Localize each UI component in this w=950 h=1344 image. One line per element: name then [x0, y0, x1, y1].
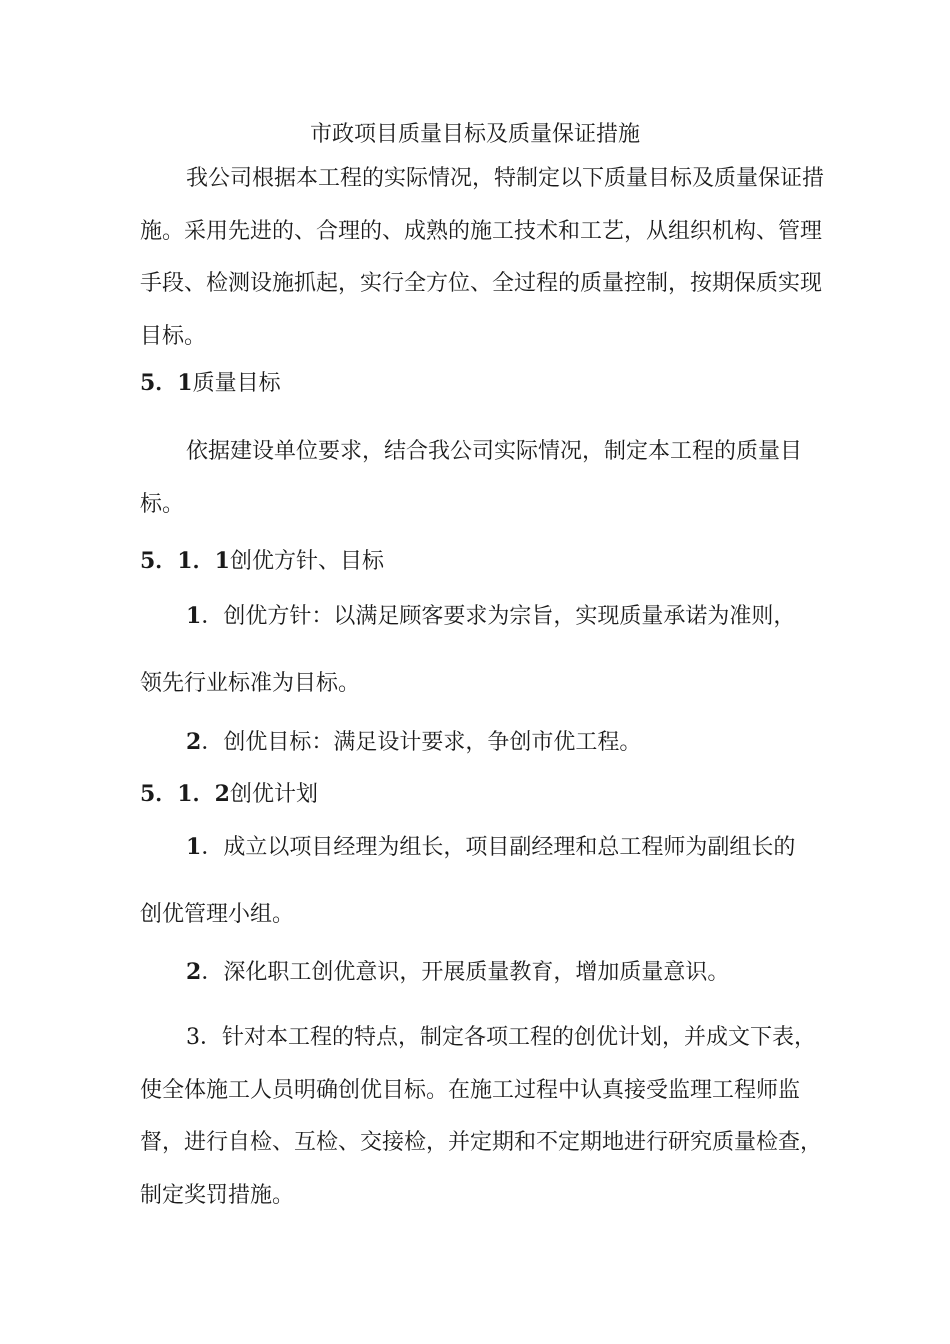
section-5-1-1-heading — [140, 546, 830, 577]
list-item-1-line2: 领先行业标准为目标。 — [140, 671, 361, 696]
list-item-2 — [140, 727, 830, 758]
section-number: 5．1．1 — [140, 548, 230, 574]
section-title: 质量目标 — [192, 371, 281, 396]
list-text: ．创优目标：满足设计要求，争创市优工程。 — [201, 730, 642, 755]
list-number: 2 — [186, 729, 202, 755]
section-5-1-2-heading — [140, 779, 830, 810]
list-number: 1 — [186, 603, 202, 629]
list-text: ．成立以项目经理为组长，项目副经理和总工程师为副组长的 — [201, 835, 796, 860]
section-title: 创优计划 — [229, 782, 318, 807]
list-number: 2 — [186, 959, 202, 985]
section-number: 5．1．2 — [140, 781, 230, 807]
section-5-1-heading — [140, 368, 830, 399]
section-title: 创优方针、目标 — [229, 549, 384, 574]
section-number: 5．1 — [140, 370, 193, 396]
list-number: 1 — [186, 834, 202, 860]
intro-paragraph: 我公司根据本工程的实际情况，特制定以下质量目标及质量保证措施。采用先进的、合理的、成熟的施工技术和工艺，从组织机构、管理手段、检测设施抓起，实行全方位、全过程的质量控制，按期保质实现目标。 — [140, 166, 825, 349]
list-text: ．创优方针：以满足顾客要求为宗旨，实现质量承诺为准则， — [201, 604, 796, 629]
plan-item-3-paragraph: 3．针对本工程的特点，制定各项工程的创优计划，并成文下表，使全体施工人员明确创优目标。在施工过程中认真接受监理工程师监督，进行自检、互检、交接检，并定期和不定期地进行研究质量检查，制定奖罚措施。 — [140, 1025, 823, 1208]
list-item-1-line1 — [140, 601, 830, 632]
plan-item-1-line2: 创优管理小组。 — [140, 902, 295, 927]
list-text: ．深化职工创优意识，开展质量教育，增加质量意识。 — [201, 960, 730, 985]
document-title: 市政项目质量目标及质量保证措施 — [309, 122, 640, 147]
plan-item-2 — [140, 957, 830, 988]
plan-item-1-line1 — [140, 832, 830, 863]
section-5-1-paragraph: 依据建设单位要求，结合我公司实际情况，制定本工程的质量目标。 — [140, 439, 803, 517]
